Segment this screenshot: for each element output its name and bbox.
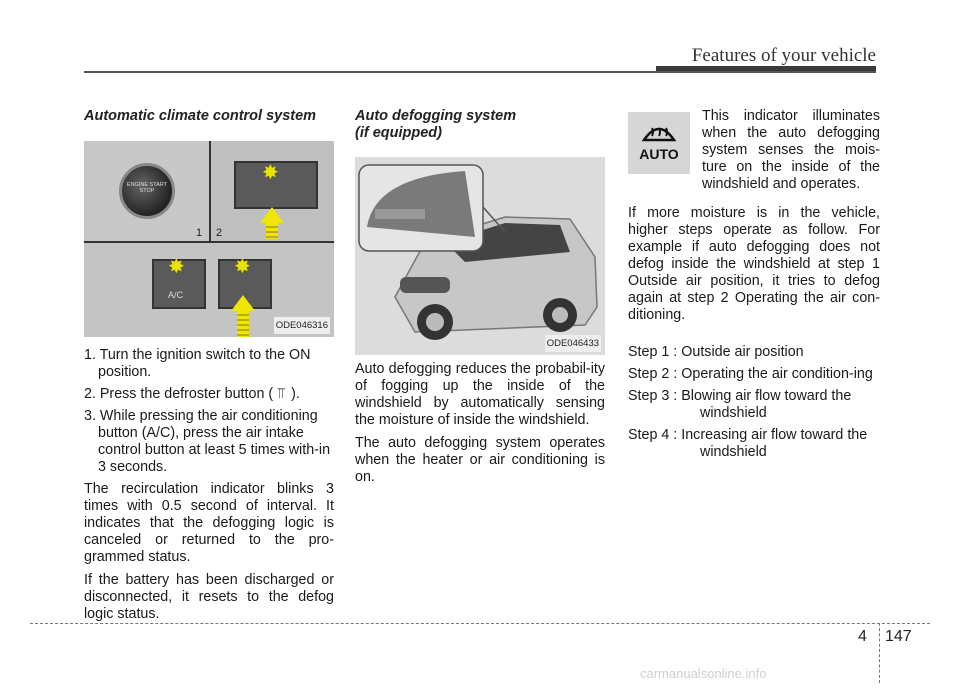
- arrow-stem-icon-2: [237, 311, 249, 337]
- footer-divider: [879, 623, 880, 683]
- divider-vertical: [209, 141, 211, 241]
- arrow-stem-icon: [266, 223, 278, 239]
- header-rule: [84, 71, 876, 73]
- press-arrow-icon: [260, 207, 284, 223]
- column-climate-control: [84, 108, 334, 629]
- list-item: [84, 386, 334, 403]
- indicator-auto-label: AUTO: [639, 146, 679, 162]
- watermark: carmanualsonline.info: [640, 666, 767, 681]
- list-item-text: 2. Press the defroster button (: [84, 386, 274, 402]
- paragraph: The auto defogging system operates when the heater or air conditioning is on.: [355, 435, 605, 485]
- label-1: 1: [196, 227, 203, 239]
- label-2: 2: [216, 227, 223, 239]
- list-item: 3. While pressing the air conditioning button (A/C), press the air intake control button at least 5 times with-in 3 seconds.: [84, 408, 331, 475]
- defog-windshield-icon: [628, 112, 690, 146]
- figure-vehicle: [355, 157, 605, 355]
- figure-code: ODE046316: [274, 317, 330, 334]
- footer-rule: [30, 623, 930, 624]
- list-item: 1. Turn the ignition switch to the ON position.: [84, 347, 311, 380]
- figure-code: ODE046433: [545, 335, 601, 352]
- column-indicator: [628, 108, 880, 466]
- column-auto-defog: [355, 108, 605, 492]
- auto-defog-indicator: [628, 112, 690, 174]
- list-item-suffix: ).: [291, 386, 300, 402]
- paragraph: Auto defogging reduces the probabil-ity of fogging up the inside of the windshield by automatically sensing the moisture of inside the windshield.: [355, 361, 605, 428]
- heading-line: (if equipped): [355, 125, 442, 141]
- list-item: Step 4 : Increasing air flow toward the windshield: [628, 427, 868, 460]
- section-number: 4: [858, 628, 867, 645]
- step-list: [84, 347, 334, 476]
- vehicle-illustration: [355, 157, 605, 355]
- figure-climate-buttons: [84, 141, 334, 337]
- paragraph: If the battery has been discharged or disconnected, it resets to the defog logic status.: [84, 572, 334, 622]
- section-heading-climate: Automatic climate control system: [84, 108, 317, 124]
- press-arrow-icon-2: [231, 295, 255, 311]
- paragraph: If more moisture is in the vehicle, higher steps operate as follow. For example if auto defogging does not defog inside the windshield at step 1 Outside air position, it tries to defog again at step 2 Operating the air con-ditioning.: [628, 205, 880, 323]
- intake-indicator-icon: ✸: [234, 256, 251, 278]
- defroster-icon: ⫪: [277, 386, 286, 402]
- list-item: Step 3 : Blowing air flow toward the windshield: [628, 388, 852, 421]
- ac-indicator-icon: ✸: [168, 256, 185, 278]
- defog-step-list: [628, 344, 880, 461]
- paragraph: The recirculation indicator blinks 3 times with 0.5 second of interval. It indicates that the defogging logic is canceled or returned to the pro-grammed status.: [84, 481, 334, 565]
- page-header-title: Features of your vehicle: [691, 45, 876, 66]
- heading-line: Auto defogging system: [355, 108, 517, 124]
- indicator-description: This indicator illuminates when the auto defogging system senses the mois-ture on the inside of the windshield and operates.: [702, 108, 880, 192]
- engine-start-button-icon: [119, 163, 175, 219]
- list-item: Step 2 : Operating the air condition-ing: [628, 366, 873, 382]
- page-number: 147: [885, 628, 912, 645]
- indicator-star-icon: ✸: [262, 162, 279, 184]
- start-button-text: ENGINE START STOP: [126, 182, 168, 194]
- list-item: Step 1 : Outside air position: [628, 344, 804, 360]
- ac-label: A/C: [168, 290, 184, 300]
- section-heading-defog: [355, 108, 605, 142]
